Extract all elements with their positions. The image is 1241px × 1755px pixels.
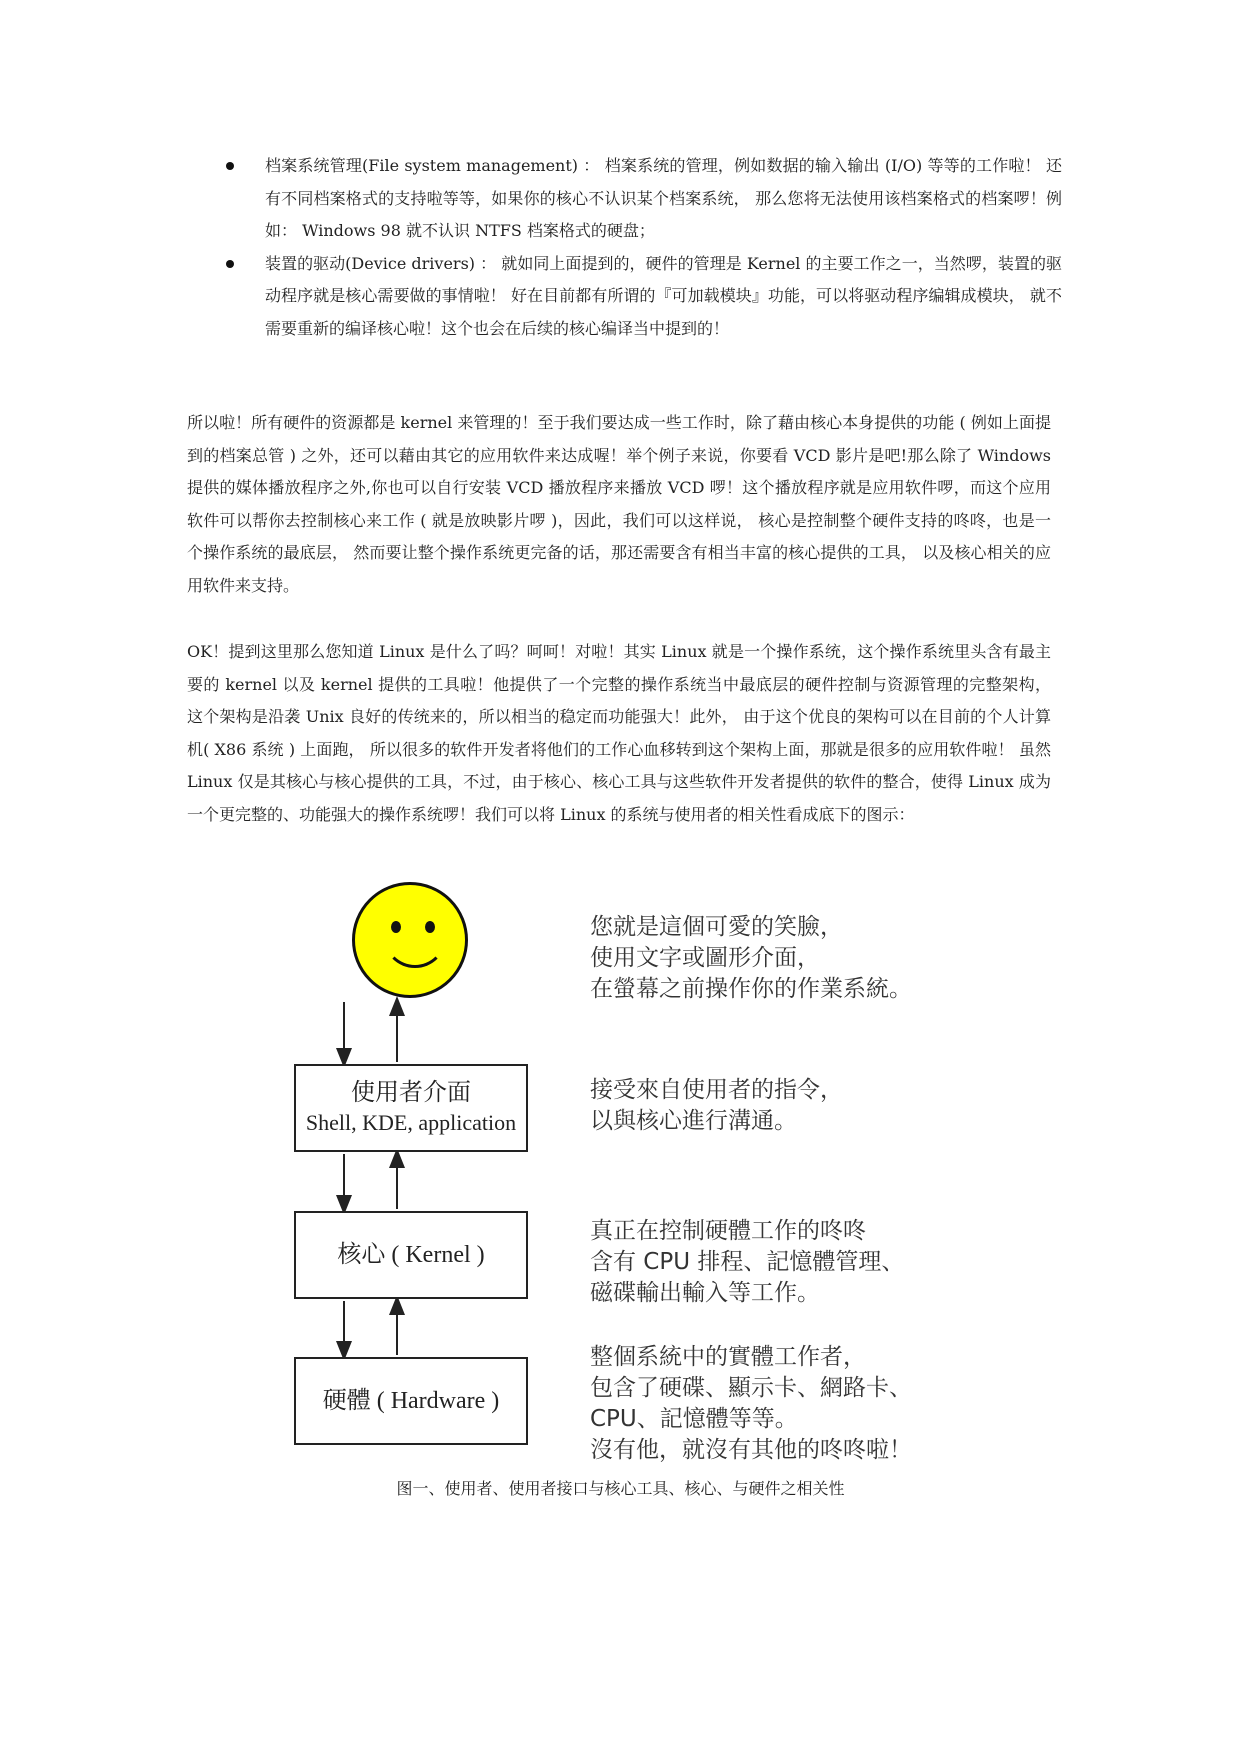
description-hardware xyxy=(590,1342,970,1466)
description-line: 沒有他，就沒有其他的咚咚啦！ xyxy=(590,1437,912,1463)
description-line: CPU、記憶體等等。 xyxy=(590,1406,798,1432)
bullet-list xyxy=(222,150,1062,345)
description-line: 磁碟輸出輸入等工作。 xyxy=(590,1280,820,1306)
description-line: 使用文字或圖形介面， xyxy=(590,945,820,971)
description-line: 真正在控制硬體工作的咚咚 xyxy=(590,1218,866,1244)
box-title: 核心 ( Kernel ) xyxy=(337,1242,485,1268)
description-line: 含有 CPU 排程、記憶體管理、 xyxy=(590,1249,905,1275)
smiley-mouth-icon xyxy=(383,929,447,968)
bullet-dot-icon xyxy=(226,162,234,170)
bullet-item-device-drivers xyxy=(222,248,1062,346)
box-user-interface xyxy=(294,1064,528,1152)
paragraph-what-is-linux: OK！提到这里那么您知道 Linux 是什么了吗？呵呵！对啦！其实 Linux 就是一个操作系统，这个操作系统里头含有最主要的 kernel 以及 kernel 提供的工具啦！他提供了一个完整的操作系统当中最底层的硬件控制与资源管理的完整架构， 这个架构是沿袭 Unix 良好的传统来的，所以相当的稳定而功能强大！此外， 由于这个优良的架构可以在目前的个人计算机( X86 系统 ) 上面跑， 所以很多的软件开发者将他们的工作心血移转到这个架构上面，那就是很多的应用软件啦！ 虽然 Linux 仅是其核心与核心提供的工具，不过，由于核心、核心工具与这些软件开发者提供的软件的整合，使得 Linux 成为一个更完整的、功能强大的操作系统啰！我们可以将 Linux 的系统与使用者的相关性看成底下的图示： xyxy=(187,642,1051,824)
bullet-text: 档案系统管理(File system management) ： 档案系统的管理，例如数据的输入输出 (I/O) 等等的工作啦！ 还有不同档案格式的支持啦等等，如果你的核心不认识某个档案系统， 那么您将无法使用该档案格式的档案啰！例如： Windows 98 就不认识 NTFS 档案格式的硬盘； xyxy=(265,156,1062,240)
description-line: 您就是這個可愛的笑臉， xyxy=(590,914,843,940)
paragraph-kernel-resources: 所以啦！所有硬件的资源都是 kernel 来管理的！至于我们要达成一些工作时，除了藉由核心本身提供的功能 ( 例如上面提到的档案总管 ) 之外，还可以藉由其它的应用软件来达成喔！举个例子来说，你要看 VCD 影片是吧!那么除了 Windows 提供的媒体播放程序之外,你也可以自行安装 VCD 播放程序来播放 VCD 啰！这个播放程序就是应用软件啰，而这个应用软件可以帮你去控制核心来工作 ( 就是放映影片啰 )，因此，我们可以这样说， 核心是控制整个硬件支持的咚咚，也是一个操作系统的最底层， 然而要让整个操作系统更完备的话，那还需要含有相当丰富的核心提供的工具， 以及核心相关的应用软件来支持。 xyxy=(187,413,1051,595)
linux-layers-figure xyxy=(280,880,980,1480)
description-line: 在螢幕之前操作你的作業系統。 xyxy=(590,976,912,1002)
description-line: 包含了硬碟、顯示卡、網路卡、 xyxy=(590,1375,912,1401)
smiley-user-icon xyxy=(352,882,468,998)
bullet-dot-icon xyxy=(226,260,234,268)
box-title: 使用者介面 xyxy=(351,1080,471,1106)
description-line: 整個系統中的實體工作者， xyxy=(590,1344,866,1370)
figure-caption: 图一、使用者、使用者接口与核心工具、核心、与硬件之相关性 xyxy=(396,1479,845,1498)
description-line: 接受來自使用者的指令， xyxy=(590,1077,843,1103)
box-hardware xyxy=(294,1357,528,1445)
description-line: 以與核心進行溝通。 xyxy=(590,1108,797,1134)
box-title: 硬體 ( Hardware ) xyxy=(322,1388,500,1414)
box-subtitle: Shell, KDE, application xyxy=(305,1110,517,1135)
description-shell xyxy=(590,1075,970,1137)
box-kernel xyxy=(294,1211,528,1299)
description-user xyxy=(590,912,970,1005)
description-kernel xyxy=(590,1216,970,1309)
bullet-text: 装置的驱动(Device drivers) ： 就如同上面提到的，硬件的管理是 Kernel 的主要工作之一，当然啰，装置的驱动程序就是核心需要做的事情啦！ 好在目前都有所谓的『可加载模块』功能，可以将驱动程序编辑成模块， 就不需要重新的编译核心啦！这个也会在后续的核心编译当中提到的！ xyxy=(265,253,1062,338)
bullet-item-filesystem xyxy=(222,150,1062,248)
